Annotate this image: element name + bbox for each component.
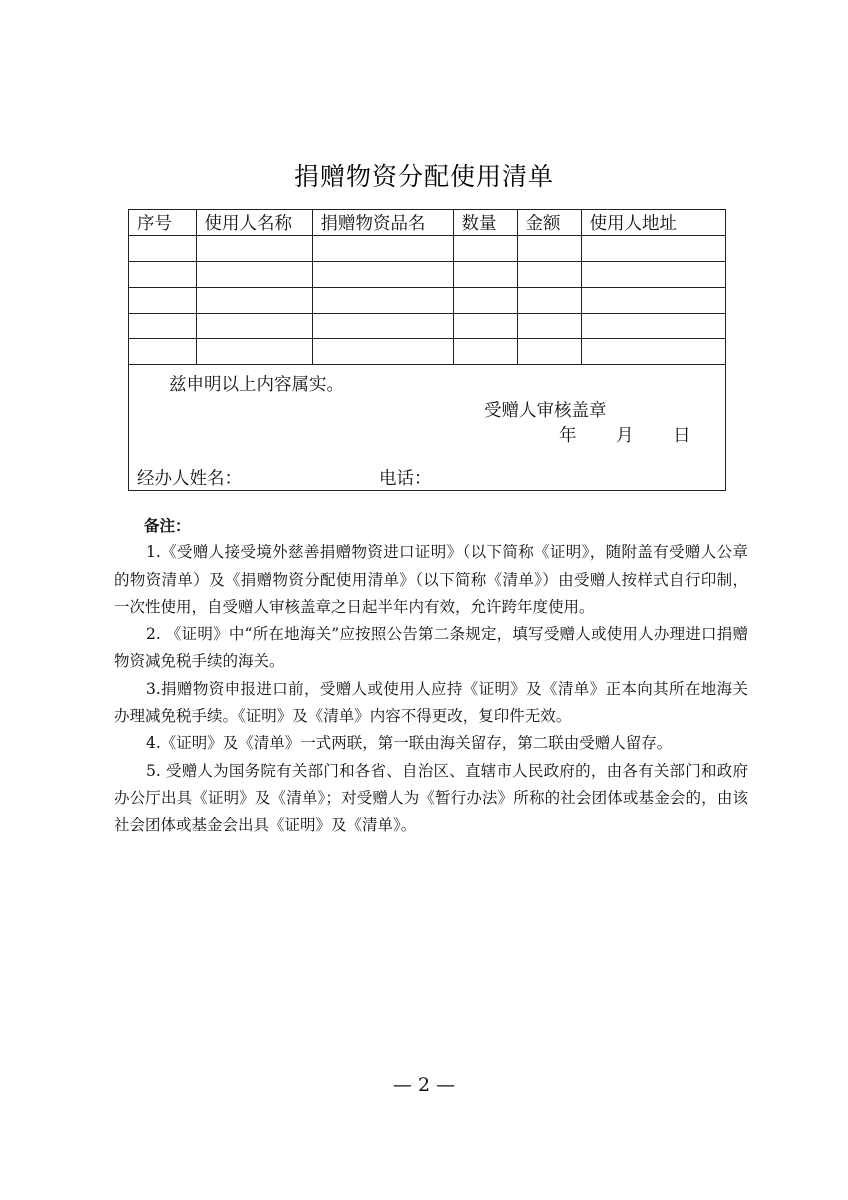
note-item-4: 4.《证明》及《清单》一式两联，第一联由海关留存，第二联由受赠人留存。 bbox=[146, 734, 673, 753]
table-cell bbox=[581, 262, 725, 288]
table-cell bbox=[453, 339, 517, 365]
header-amount: 金额 bbox=[517, 210, 581, 236]
table-cell bbox=[312, 339, 453, 365]
note-item-2: 2. 《证明》中“所在地海关”应按照公告第二条规定，填写受赠人或使用人办理进口捐赠物资减免税手续的海关。 bbox=[114, 625, 748, 671]
table-cell bbox=[517, 339, 581, 365]
notes-label: 备注： bbox=[144, 516, 191, 535]
header-serial: 序号 bbox=[129, 210, 196, 236]
note-item-1: 1.《受赠人接受境外慈善捐赠物资进口证明》（以下简称《证明》，随附盖有受赠人公章的物资清单）及《捐赠物资分配使用清单》（以下简称《清单》）由受赠人按样式自行印制，一次性使用，自受赠人审核盖章之日起半年内有效，允许跨年度使用。 bbox=[114, 543, 748, 616]
page-title: 捐赠物资分配使用清单 bbox=[293, 162, 554, 191]
notes-section bbox=[114, 512, 748, 840]
table-cell bbox=[517, 287, 581, 313]
table-cell bbox=[196, 313, 312, 339]
table-cell bbox=[312, 313, 453, 339]
header-quantity: 数量 bbox=[453, 210, 517, 236]
table-cell bbox=[312, 236, 453, 262]
date-year-label: 年 bbox=[559, 426, 577, 447]
header-user-address: 使用人地址 bbox=[581, 210, 725, 236]
table-cell bbox=[196, 236, 312, 262]
table-row bbox=[129, 236, 725, 262]
table-row bbox=[129, 339, 725, 365]
table-cell bbox=[129, 339, 196, 365]
table-cell bbox=[581, 287, 725, 313]
table-cell bbox=[453, 236, 517, 262]
date-month-label: 月 bbox=[616, 426, 634, 447]
table-row bbox=[129, 287, 725, 313]
table-header-row bbox=[129, 210, 725, 236]
table-cell bbox=[453, 262, 517, 288]
table-cell bbox=[581, 313, 725, 339]
table-cell bbox=[129, 262, 196, 288]
table-cell bbox=[312, 262, 453, 288]
table-cell bbox=[196, 339, 312, 365]
distribution-table bbox=[129, 210, 725, 365]
table-cell bbox=[129, 236, 196, 262]
seal-label: 受赠人审核盖章 bbox=[484, 401, 607, 422]
table-cell bbox=[453, 287, 517, 313]
table-cell bbox=[517, 236, 581, 262]
table-cell bbox=[129, 287, 196, 313]
table-cell bbox=[581, 236, 725, 262]
table-cell bbox=[517, 313, 581, 339]
table-cell bbox=[196, 287, 312, 313]
distribution-form bbox=[128, 209, 726, 491]
declaration-text: 兹申明以上内容属实。 bbox=[169, 375, 344, 396]
table-cell bbox=[581, 339, 725, 365]
note-item-5: 5. 受赠人为国务院有关部门和各省、自治区、直辖市人民政府的，由各有关部门和政府办公厅出具《证明》及《清单》；对受赠人为《暂行办法》所称的社会团体或基金会的，由该社会团体或基金会出具《证明》及《清单》。 bbox=[114, 761, 748, 835]
table-cell bbox=[129, 313, 196, 339]
page-number: — 2 — bbox=[392, 1074, 456, 1096]
handler-name-label: 经办人姓名： bbox=[137, 469, 242, 490]
phone-label: 电话： bbox=[379, 469, 432, 490]
date-line bbox=[559, 422, 725, 447]
table-cell bbox=[517, 262, 581, 288]
header-item-name: 捐赠物资品名 bbox=[312, 210, 453, 236]
note-item-3: 3.捐赠物资申报进口前，受赠人或使用人应持《证明》及《清单》正本向其所在地海关办理减免税手续。《证明》及《清单》内容不得更改，复印件无效。 bbox=[114, 679, 748, 726]
table-row bbox=[129, 262, 725, 288]
table-cell bbox=[312, 287, 453, 313]
header-user-name: 使用人名称 bbox=[196, 210, 312, 236]
table-cell bbox=[196, 262, 312, 288]
table-cell bbox=[453, 313, 517, 339]
form-footer bbox=[129, 365, 725, 517]
table-row bbox=[129, 313, 725, 339]
date-day-label: 日 bbox=[673, 426, 691, 447]
